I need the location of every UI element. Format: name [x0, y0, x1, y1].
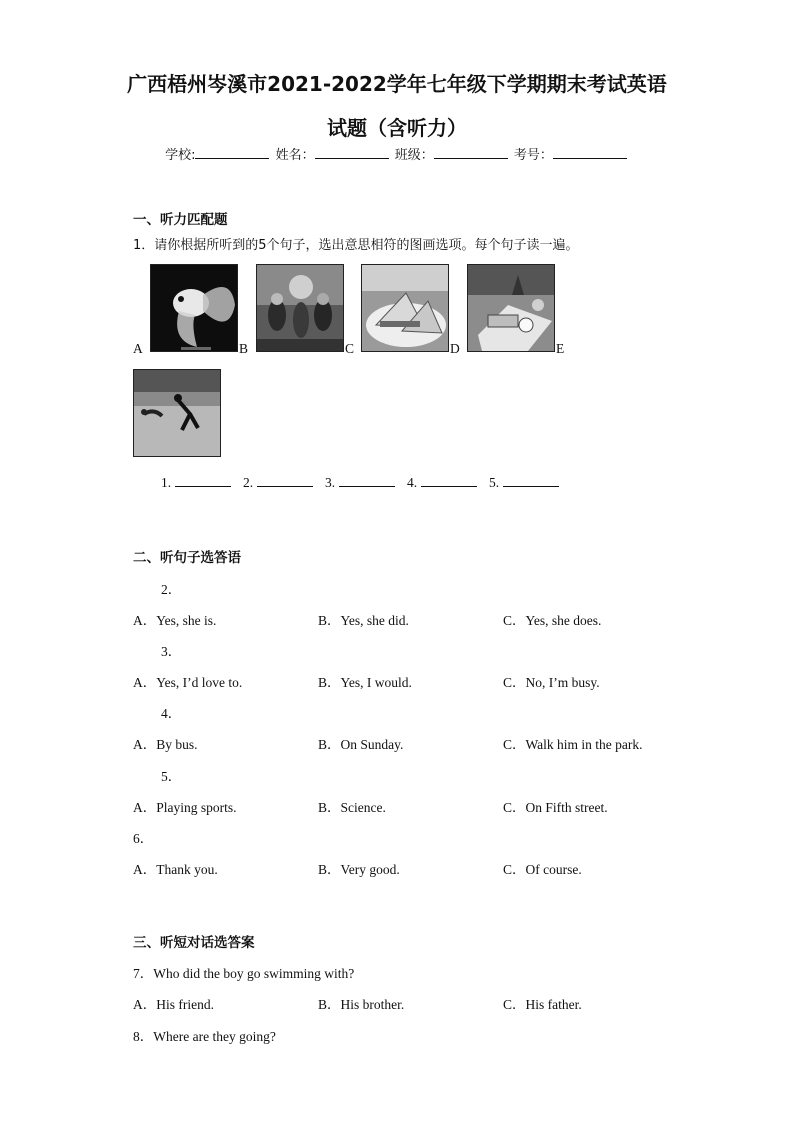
question-8-text: 8．Where are they going? — [133, 1029, 276, 1044]
question-7-text: 7．Who did the boy go swimming with? — [133, 966, 355, 981]
q3-option-a[interactable]: A．Yes, I’d love to. — [133, 675, 243, 690]
q6-option-a[interactable]: A．Thank you. — [133, 862, 218, 877]
question-3-number: 3． — [161, 644, 182, 659]
question-6-number: 6． — [133, 831, 154, 846]
q5-option-c[interactable]: C．On Fifth street. — [503, 800, 608, 815]
q7-option-b[interactable]: B．His brother. — [318, 997, 405, 1012]
q7-option-c[interactable]: C．His father. — [503, 997, 582, 1012]
question-1-prompt: 1．请你根据所听到的5个句子，选出意思相符的图画选项。每个句子读一遍。 — [133, 238, 579, 253]
answer-blank-5[interactable]: 5. — [489, 474, 559, 491]
q6-option-b[interactable]: B．Very good. — [318, 862, 400, 877]
question-4-number: 4． — [161, 706, 182, 721]
exam-title-line1: 广西梧州岑溪市2021-2022学年七年级下学期期末考试英语 — [127, 72, 667, 96]
question-5-number: 5． — [161, 769, 182, 784]
q7-option-a[interactable]: A．His friend. — [133, 997, 214, 1012]
q6-option-c[interactable]: C．Of course. — [503, 862, 582, 877]
question-2-number: 2． — [161, 582, 182, 597]
q5-option-a[interactable]: A．Playing sports. — [133, 800, 237, 815]
q5-option-b[interactable]: B．Science. — [318, 800, 386, 815]
name-label: 姓名： — [275, 148, 315, 163]
exam-number-blank[interactable] — [553, 146, 627, 159]
sandwich-photo-icon — [361, 264, 449, 352]
image-label-c: C — [345, 341, 355, 356]
q2-option-b[interactable]: B．Yes, she did. — [318, 613, 409, 628]
image-label-e: E — [556, 341, 565, 356]
class-label: 班级： — [394, 148, 434, 163]
answer-blank-1[interactable]: 1. — [161, 474, 231, 491]
name-blank[interactable] — [315, 146, 389, 159]
image-label-d: D — [450, 341, 460, 356]
exam-title-line2: 试题（含听力） — [327, 116, 467, 140]
school-blank[interactable] — [195, 146, 269, 159]
fantasy-characters-photo-icon — [256, 264, 344, 352]
goldfish-photo-icon — [150, 264, 238, 352]
class-blank[interactable] — [434, 146, 508, 159]
answer-blank-2[interactable]: 2. — [243, 474, 313, 491]
answer-blank-3[interactable]: 3. — [325, 474, 395, 491]
q2-option-a[interactable]: A．Yes, she is. — [133, 613, 217, 628]
ice-skating-photo-icon — [133, 369, 221, 457]
section-heading-2: 二、听句子选答语 — [133, 550, 241, 566]
q2-option-c[interactable]: C．Yes, she does. — [503, 613, 602, 628]
student-info-row — [0, 144, 794, 163]
image-label-b: B — [239, 341, 249, 356]
answer-blank-4[interactable]: 4. — [407, 474, 477, 491]
section-heading-3: 三、听短对话选答案 — [133, 935, 255, 951]
picnic-food-photo-icon — [467, 264, 555, 352]
q3-option-c[interactable]: C．No, I’m busy. — [503, 675, 600, 690]
image-label-a: A — [133, 341, 143, 356]
q4-option-c[interactable]: C．Walk him in the park. — [503, 737, 643, 752]
q4-option-a[interactable]: A．By bus. — [133, 737, 198, 752]
q3-option-b[interactable]: B．Yes, I would. — [318, 675, 412, 690]
q4-option-b[interactable]: B．On Sunday. — [318, 737, 404, 752]
school-label: 学校: — [165, 148, 196, 163]
section-heading-1: 一、听力匹配题 — [133, 212, 228, 228]
exam-number-label: 考号： — [513, 148, 553, 163]
